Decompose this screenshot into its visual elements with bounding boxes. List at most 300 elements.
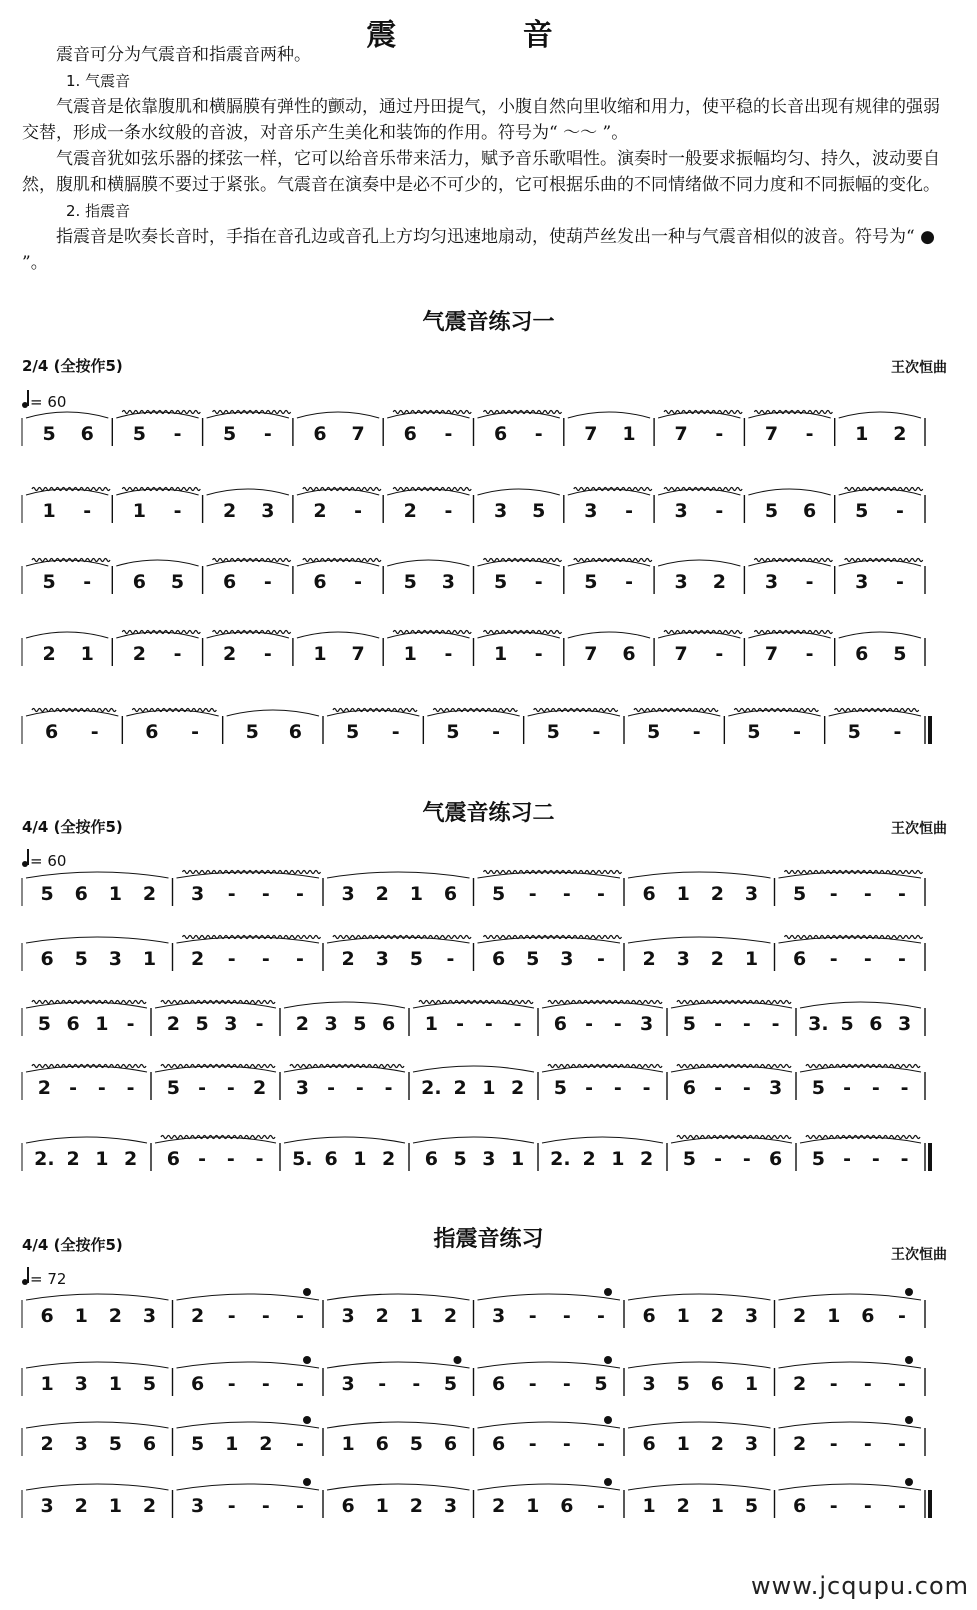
note-digit: 2. xyxy=(34,1148,55,1170)
vibrato-wave xyxy=(806,1065,920,1068)
slur-arc xyxy=(177,1294,320,1300)
note-digit: 1 xyxy=(409,1305,423,1327)
note-digit: - xyxy=(83,571,92,593)
vibrato-wave xyxy=(393,631,471,634)
note-digit: 7 xyxy=(764,643,779,665)
note-digit: - xyxy=(191,721,200,743)
slur-arc xyxy=(26,1137,147,1143)
note-digit: 3 xyxy=(674,571,688,593)
vibrato-wave xyxy=(213,411,291,414)
note-digit: 1 xyxy=(313,643,327,665)
note-digit: 2 xyxy=(409,1495,423,1517)
vibrato-wave xyxy=(548,1001,662,1004)
slur-arc xyxy=(177,1362,320,1368)
note-digit: - xyxy=(528,1305,537,1327)
note-digit: - xyxy=(692,721,701,743)
slur-arc xyxy=(284,1137,405,1143)
note-digit: 2 xyxy=(40,1433,54,1455)
slur-arc xyxy=(297,632,379,638)
note-digit: 5 xyxy=(764,500,779,522)
section-2-composer: 王次恒曲 xyxy=(891,821,947,837)
vibrato-wave xyxy=(484,936,622,939)
note-digit: 3 xyxy=(640,1013,654,1035)
note-digit: - xyxy=(742,1013,751,1035)
note-digit: 1 xyxy=(108,1495,122,1517)
note-digit: 6 xyxy=(403,423,417,445)
time-signature: 4/4 xyxy=(22,818,49,836)
section-1-composer: 王次恒曲 xyxy=(891,360,947,376)
note-digit: 2 xyxy=(142,883,157,905)
note-digit: 5 xyxy=(245,721,259,743)
note-digit: - xyxy=(354,500,363,522)
vibrato-wave xyxy=(574,559,652,562)
slur-arc xyxy=(327,1362,470,1368)
note-digit: 5 xyxy=(409,1433,423,1455)
heading-zhi: 2. 指震音 xyxy=(66,202,131,220)
vibrato-wave xyxy=(664,488,742,491)
note-digit: - xyxy=(715,423,724,445)
vibrato-wave xyxy=(122,488,200,491)
note-digit: - xyxy=(173,643,182,665)
note-digit: - xyxy=(198,1148,207,1170)
note-digit: - xyxy=(295,1433,304,1455)
note-digit: 7 xyxy=(351,643,365,665)
intro-paragraph-zhi: 指震音是吹奏长音时，手指在音孔边或音孔上方均匀迅速地扇动，使葫芦丝发出一种与气震音相似的波音。符号为“ ● ”。 xyxy=(22,227,935,273)
note-digit: 3 xyxy=(443,1495,458,1517)
note-digit: 1 xyxy=(710,1495,724,1517)
slur-arc xyxy=(177,1484,320,1490)
note-digit: - xyxy=(227,1373,236,1395)
note-digit: 6 xyxy=(223,571,237,593)
note-digit: 2 xyxy=(142,1495,157,1517)
note-digit: - xyxy=(829,1433,838,1455)
finger-vibrato-dot xyxy=(905,1416,913,1424)
note-digit: 2 xyxy=(712,571,726,593)
vibrato-wave xyxy=(677,1136,791,1139)
vibrato-wave xyxy=(32,709,116,712)
vibrato-wave xyxy=(734,709,818,712)
note-digit: 3 xyxy=(744,1305,759,1327)
vibrato-wave xyxy=(785,936,923,939)
section-1-title: 气震音练习一 xyxy=(422,310,555,335)
note-digit: - xyxy=(263,423,272,445)
note-digit: 2 xyxy=(223,643,237,665)
note-digit: 2 xyxy=(792,1433,807,1455)
note-digit: - xyxy=(714,1077,723,1099)
slur-arc xyxy=(478,1294,621,1300)
vibrato-wave xyxy=(183,936,321,939)
note-digit: 3 xyxy=(584,500,598,522)
note-digit: 3 xyxy=(341,883,355,905)
heading-qi: 1. 气震音 xyxy=(66,72,131,90)
vibrato-wave xyxy=(333,936,471,939)
note-digit: 3. xyxy=(808,1013,829,1035)
note-digit: 5 xyxy=(443,1373,458,1395)
note-digit: - xyxy=(829,1495,838,1517)
note-digit: 1 xyxy=(42,500,56,522)
note-digit: 6 xyxy=(443,883,458,905)
slur-arc xyxy=(26,1294,169,1300)
note-digit: - xyxy=(226,1148,235,1170)
note-digit: 5 xyxy=(37,1013,51,1035)
note-digit: - xyxy=(384,1077,393,1099)
note-digit: - xyxy=(829,948,838,970)
note-digit: 2 xyxy=(132,643,146,665)
section-3-tempo: = 72 xyxy=(22,1270,66,1288)
note-digit: 6 xyxy=(190,1373,205,1395)
slur-arc xyxy=(116,560,198,566)
note-digit: 1 xyxy=(341,1433,355,1455)
note-digit: 6 xyxy=(132,571,146,593)
note-digit: 6 xyxy=(44,721,59,743)
note-digit: - xyxy=(715,643,724,665)
note-digit: 5 xyxy=(584,571,598,593)
note-digit: - xyxy=(596,883,605,905)
note-digit: 6 xyxy=(145,721,159,743)
note-digit: 3 xyxy=(744,1433,759,1455)
slur-arc xyxy=(658,560,740,566)
note-digit: - xyxy=(534,423,543,445)
slur-arc xyxy=(26,937,169,943)
note-digit: 3 xyxy=(224,1013,238,1035)
note-digit: 1 xyxy=(744,948,759,970)
note-digit: - xyxy=(261,1495,270,1517)
slur-arc xyxy=(628,1362,771,1368)
note-digit: - xyxy=(897,1373,906,1395)
note-digit: - xyxy=(863,1433,872,1455)
slur-arc xyxy=(207,489,289,495)
note-digit: - xyxy=(613,1013,622,1035)
note-digit: - xyxy=(484,1013,493,1035)
note-digit: 5 xyxy=(166,1077,180,1099)
vibrato-wave xyxy=(32,559,110,562)
note-digit: - xyxy=(562,1305,571,1327)
note-digit: 5 xyxy=(594,1373,608,1395)
note-digit: 6 xyxy=(642,1433,656,1455)
note-digit: 2 xyxy=(443,1305,458,1327)
note-digit: - xyxy=(562,1373,571,1395)
note-digit: 2 xyxy=(511,1077,525,1099)
note-digit: - xyxy=(227,1305,236,1327)
note-digit: - xyxy=(897,1495,906,1517)
note-digit: 3 xyxy=(324,1013,338,1035)
note-digit: 3 xyxy=(295,1077,309,1099)
slur-arc xyxy=(227,710,319,716)
note-digit: - xyxy=(897,1433,906,1455)
note-digit: 6 xyxy=(491,1373,506,1395)
note-digit: - xyxy=(83,500,92,522)
vibrato-wave xyxy=(664,411,742,414)
note-digit: - xyxy=(863,1495,872,1517)
note-digit: - xyxy=(263,643,272,665)
note-digit: - xyxy=(585,1013,594,1035)
note-digit: - xyxy=(227,948,236,970)
note-digit: - xyxy=(805,423,814,445)
note-digit: 5 xyxy=(840,1013,854,1035)
note-digit: 6 xyxy=(40,948,54,970)
note-digit: - xyxy=(444,423,453,445)
slur-arc xyxy=(628,1422,771,1428)
note-digit: - xyxy=(871,1077,880,1099)
note-digit: 6 xyxy=(553,1013,567,1035)
vibrato-wave xyxy=(161,1065,275,1068)
vibrato-wave xyxy=(845,488,923,491)
note-digit: 1 xyxy=(827,1305,841,1327)
note-digit: - xyxy=(829,1373,838,1395)
note-digit: 5. xyxy=(292,1148,313,1170)
finger-vibrato-dot xyxy=(604,1416,612,1424)
note-digit: 6 xyxy=(803,500,817,522)
note-digit: 6 xyxy=(288,721,303,743)
note-digit: 5 xyxy=(403,571,417,593)
vibrato-wave xyxy=(161,1136,275,1139)
note-digit: 6 xyxy=(142,1433,157,1455)
note-digit: 1 xyxy=(676,1433,690,1455)
note-digit: - xyxy=(534,571,543,593)
note-digit: - xyxy=(378,1373,387,1395)
note-digit: - xyxy=(596,1433,605,1455)
note-digit: 2 xyxy=(375,883,389,905)
note-digit: 1 xyxy=(611,1148,625,1170)
vibrato-wave xyxy=(754,631,832,634)
note-digit: 6 xyxy=(642,1305,656,1327)
note-digit: 1 xyxy=(744,1373,759,1395)
note-digit: 6 xyxy=(491,948,506,970)
vibrato-wave xyxy=(534,709,618,712)
note-digit: - xyxy=(805,571,814,593)
note-digit: 1 xyxy=(493,643,508,665)
vibrato-wave xyxy=(213,559,291,562)
slur-arc xyxy=(800,1002,921,1008)
note-digit: 6 xyxy=(682,1077,696,1099)
note-digit: 1 xyxy=(424,1013,438,1035)
note-digit: 2 xyxy=(42,643,56,665)
note-digit: 5 xyxy=(546,721,560,743)
vibrato-wave xyxy=(32,488,110,491)
note-digit: 3 xyxy=(261,500,275,522)
note-digit: - xyxy=(97,1077,106,1099)
note-digit: - xyxy=(227,883,236,905)
finger-vibrato-dot xyxy=(303,1478,311,1486)
note-digit: 2 xyxy=(253,1077,267,1099)
key-note: (全按作5) xyxy=(53,357,123,375)
note-digit: 6 xyxy=(861,1305,875,1327)
note-digit: 6 xyxy=(80,423,94,445)
note-digit: 6 xyxy=(855,643,869,665)
note-digit: 2 xyxy=(341,948,355,970)
slur-arc xyxy=(542,1137,663,1143)
note-digit: 1 xyxy=(642,1495,656,1517)
note-digit: - xyxy=(354,571,363,593)
note-digit: 7 xyxy=(351,423,365,445)
note-digit: 2 xyxy=(491,1495,506,1517)
note-digit: - xyxy=(897,1305,906,1327)
note-digit: 2 xyxy=(66,1148,80,1170)
note-digit: 2 xyxy=(792,1305,807,1327)
note-digit: 1 xyxy=(676,883,690,905)
slur-arc xyxy=(748,489,830,495)
note-digit: 5 xyxy=(74,948,88,970)
note-digit: - xyxy=(897,883,906,905)
slur-arc xyxy=(779,1362,922,1368)
slur-arc xyxy=(478,1422,621,1428)
section-3-composer: 王次恒曲 xyxy=(891,1247,947,1263)
note-digit: 3 xyxy=(341,1305,355,1327)
slur-arc xyxy=(413,1137,534,1143)
note-digit: 2 xyxy=(710,1433,724,1455)
note-digit: - xyxy=(261,883,270,905)
slur-arc xyxy=(478,1362,621,1368)
slur-arc xyxy=(779,1422,922,1428)
note-digit: 5 xyxy=(532,500,546,522)
note-digit: - xyxy=(596,1495,605,1517)
note-digit: - xyxy=(295,883,304,905)
vibrato-wave xyxy=(484,559,562,562)
key-note: (全按作5) xyxy=(53,818,123,836)
note-digit: - xyxy=(771,1013,780,1035)
note-digit: 3 xyxy=(190,883,205,905)
vibrato-wave xyxy=(433,709,517,712)
note-digit: 1 xyxy=(526,1495,540,1517)
slur-arc xyxy=(26,1362,169,1368)
note-digit: - xyxy=(295,1305,304,1327)
note-digit: 5 xyxy=(491,883,506,905)
note-digit: 6 xyxy=(560,1495,574,1517)
note-digit: 5 xyxy=(409,948,423,970)
finger-vibrato-dot xyxy=(303,1356,311,1364)
note-digit: 3 xyxy=(40,1495,54,1517)
note-digit: - xyxy=(226,1077,235,1099)
note-digit: - xyxy=(895,500,904,522)
note-digit: 2 xyxy=(642,948,656,970)
note-digit: - xyxy=(534,643,543,665)
note-digit: 1 xyxy=(74,1305,88,1327)
slur-arc xyxy=(839,412,921,418)
section-2-tempo: = 60 xyxy=(22,852,66,870)
note-digit: 2. xyxy=(550,1148,571,1170)
note-digit: 2 xyxy=(223,500,237,522)
note-digit: - xyxy=(742,1148,751,1170)
slur-arc xyxy=(478,1484,621,1490)
vibrato-wave xyxy=(634,709,718,712)
note-digit: 2 xyxy=(792,1373,807,1395)
note-digit: 2 xyxy=(37,1077,51,1099)
note-digit: - xyxy=(126,1077,135,1099)
vibrato-wave xyxy=(32,1065,146,1068)
note-digit: 6 xyxy=(424,1148,438,1170)
note-digit: 5 xyxy=(811,1148,825,1170)
note-digit: - xyxy=(596,948,605,970)
vibrato-wave xyxy=(677,1065,791,1068)
note-digit: 3 xyxy=(744,883,759,905)
slur-arc xyxy=(478,489,560,495)
slur-arc xyxy=(327,1484,470,1490)
note-digit: 1 xyxy=(80,643,94,665)
vibrato-wave xyxy=(393,488,471,491)
note-digit: 3 xyxy=(482,1148,496,1170)
slur-arc xyxy=(628,1484,771,1490)
note-digit: 1 xyxy=(855,423,869,445)
note-digit: 3 xyxy=(898,1013,912,1035)
note-digit: 5 xyxy=(553,1077,567,1099)
section-2-title: 气震音练习二 xyxy=(422,801,555,826)
slur-arc xyxy=(177,1422,320,1428)
note-digit: 6 xyxy=(769,1148,783,1170)
vibrato-wave xyxy=(303,559,381,562)
note-digit: 5 xyxy=(855,500,869,522)
note-digit: 7 xyxy=(764,423,779,445)
note-digit: 5 xyxy=(847,721,861,743)
note-digit: 1 xyxy=(95,1148,109,1170)
note-digit: - xyxy=(897,948,906,970)
note-digit: - xyxy=(444,643,453,665)
section-3-title: 指震音练习 xyxy=(433,1227,544,1252)
note-digit: - xyxy=(863,883,872,905)
note-digit: - xyxy=(596,1305,605,1327)
slur-arc xyxy=(284,1002,405,1008)
note-digit: - xyxy=(456,1013,465,1035)
note-digit: 5 xyxy=(526,948,540,970)
note-digit: 7 xyxy=(674,643,688,665)
note-digit: - xyxy=(69,1077,78,1099)
note-digit: - xyxy=(642,1077,651,1099)
note-digit: 6 xyxy=(792,1495,807,1517)
note-digit: 2 xyxy=(313,500,327,522)
note-digit: 5 xyxy=(493,571,508,593)
note-digit: 6 xyxy=(313,423,327,445)
note-digit: 3 xyxy=(676,948,690,970)
site-watermark: www.jcqupu.com xyxy=(751,1572,969,1600)
note-digit: 6 xyxy=(341,1495,355,1517)
note-digit: - xyxy=(126,1013,135,1035)
note-digit: - xyxy=(261,948,270,970)
note-digit: - xyxy=(355,1077,364,1099)
note-digit: 1 xyxy=(409,883,423,905)
note-digit: - xyxy=(900,1077,909,1099)
note-digit: 3 xyxy=(491,1305,506,1327)
note-digit: - xyxy=(585,1077,594,1099)
vibrato-wave xyxy=(835,709,919,712)
note-digit: 1 xyxy=(403,643,417,665)
vibrato-wave xyxy=(333,709,417,712)
finger-vibrato-dot xyxy=(604,1288,612,1296)
note-digit: 2 xyxy=(295,1013,309,1035)
note-digit: - xyxy=(255,1148,264,1170)
note-digit: 6 xyxy=(869,1013,883,1035)
vibrato-wave xyxy=(806,1136,920,1139)
note-digit: - xyxy=(198,1077,207,1099)
note-digit: 5 xyxy=(646,721,661,743)
finger-vibrato-dot xyxy=(905,1478,913,1486)
note-digit: 3 xyxy=(642,1373,656,1395)
note-digit: - xyxy=(625,500,633,522)
finger-vibrato-dot xyxy=(303,1288,311,1296)
note-digit: 2 xyxy=(375,1305,389,1327)
note-digit: 2 xyxy=(453,1077,467,1099)
note-digit: - xyxy=(412,1373,421,1395)
vibrato-wave xyxy=(574,488,652,491)
note-digit: 6 xyxy=(792,948,807,970)
note-digit: 3 xyxy=(493,500,508,522)
vibrato-wave xyxy=(303,488,381,491)
page-title: 震 音 xyxy=(366,18,611,53)
note-digit: 1 xyxy=(676,1305,690,1327)
note-digit: 5 xyxy=(142,1373,157,1395)
note-digit: 2 xyxy=(190,948,205,970)
note-digit: - xyxy=(261,1373,270,1395)
note-digit: 7 xyxy=(584,643,598,665)
note-digit: 6 xyxy=(491,1433,506,1455)
